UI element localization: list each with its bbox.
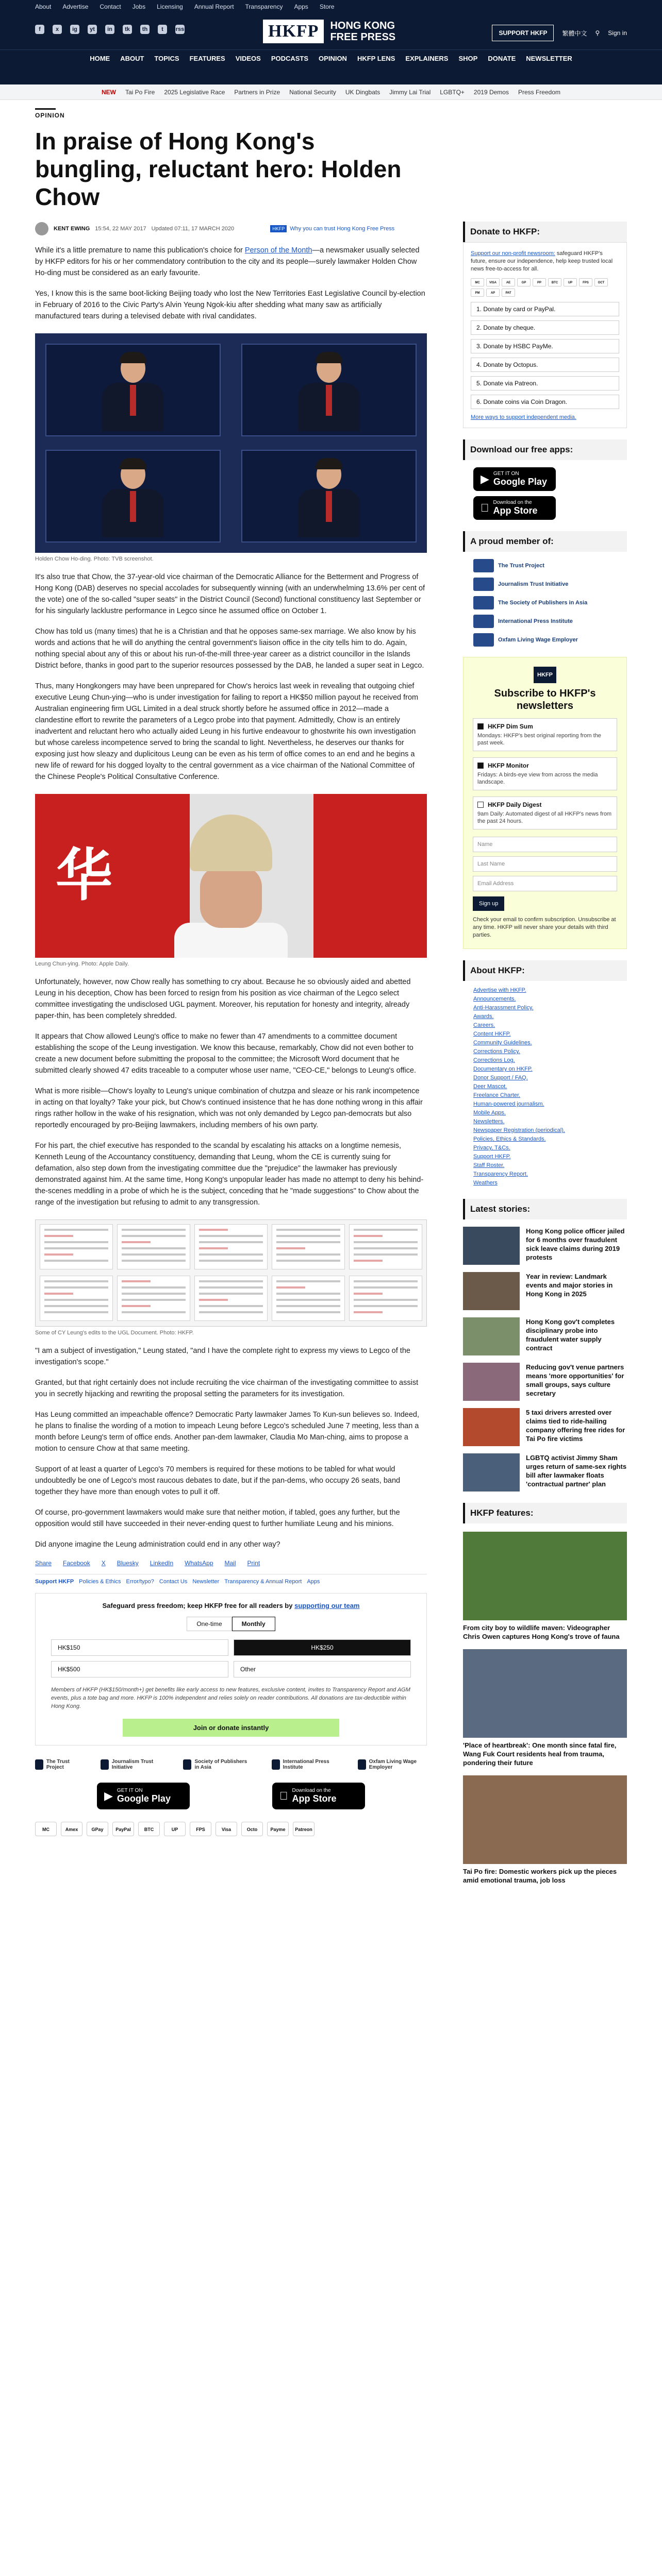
feature-image bbox=[463, 1532, 627, 1620]
story-item[interactable] bbox=[463, 1227, 627, 1265]
paragraph: Chow has told us (many times) that he is a Christian and that he opposes same-sex marriage. We also know by his words and actions that he will do anything the central government's liaison office in the city tells him to do. Again, nothing special about any of this or about his run-of-the-mill three-year career as a district councillor in the Islands District before, thanks in good part to the superior resources possessed by the DAB, he landed a super seat in Legco. bbox=[35, 628, 424, 670]
paragraph: Yes, I know this is the same boot-licking Beijing toady who lost the New Territories East Legislative Council by-election in February of 2016 to the Civic Party's Alvin Yeung Ngok-kiu after shedding what many saw as artificially manufactured tears during a televised debate with rival candidates. bbox=[35, 290, 425, 320]
member-logo[interactable] bbox=[473, 633, 627, 647]
footer-payment-logos bbox=[35, 1822, 427, 1836]
youtube-icon[interactable]: yt bbox=[88, 25, 97, 34]
paragraph: "I am a subject of investigation," Leung stated, "and I have the complete right to express my views to Legco of the investigation's scope." bbox=[35, 1347, 410, 1366]
about-link[interactable]: Newsletters. bbox=[473, 1118, 505, 1125]
about-link[interactable]: Corrections Log. bbox=[473, 1057, 515, 1063]
story-thumbnail bbox=[463, 1363, 520, 1401]
paragraph: Has Leung committed an impeachable offence? Democratic Party lawmaker James To Kun-sun believes so. Indeed, he plans to finalise the wording of a motion to impeach Leung before Legco's scheduled June 7 meeting, less than a month before Leung's term of office ends. Another pan-dem lawmaker, Claudia Mo Man-ching, aims to propose a motion to censure Chow at that same meeting. bbox=[35, 1411, 419, 1453]
features-heading: HKFP features: bbox=[463, 1503, 627, 1523]
support-hkfp-button[interactable]: SUPPORT HKFP bbox=[492, 25, 554, 41]
footer-link[interactable]: Policies & Ethics bbox=[79, 1579, 121, 1585]
top-link[interactable]: About bbox=[35, 3, 52, 10]
newsletter-name: HKFP Monitor bbox=[488, 762, 529, 769]
name-field[interactable]: Name bbox=[473, 837, 617, 852]
why-trust-link[interactable] bbox=[270, 225, 394, 232]
footer-logo[interactable] bbox=[358, 1759, 427, 1770]
donate-method[interactable]: 1. Donate by card or PayPal. bbox=[471, 302, 619, 316]
nav-item[interactable]: DONATE bbox=[488, 55, 516, 62]
member-logo[interactable] bbox=[473, 578, 627, 591]
google-play-button[interactable] bbox=[473, 467, 556, 491]
story-item[interactable] bbox=[463, 1453, 627, 1492]
apple-icon bbox=[279, 1789, 288, 1803]
about-link[interactable]: Community Guidelines. bbox=[473, 1040, 532, 1046]
support-team-link[interactable]: supporting our team bbox=[294, 1602, 360, 1609]
about-link[interactable]: Privacy, T&Cs. bbox=[473, 1145, 510, 1151]
rss-icon[interactable]: rss bbox=[175, 25, 185, 34]
payment-icon: PAT bbox=[502, 289, 515, 297]
paragraph-text: —a newsmaker usually selected by HKFP editors for his or her commendatory contribution to the city and its people—surely lawmaker Holden Chow Ho-ding must be considered as an early favourite. bbox=[35, 246, 420, 277]
story-thumbnail bbox=[463, 1317, 520, 1355]
sopa-icon bbox=[183, 1759, 191, 1770]
story-title[interactable]: Year in review: Landmark events and major stories in Hong Kong in 2025 bbox=[526, 1273, 613, 1298]
story-item[interactable] bbox=[463, 1408, 627, 1446]
amount-option-other[interactable]: Other bbox=[234, 1661, 411, 1677]
article bbox=[35, 108, 427, 1836]
top-link[interactable]: Jobs bbox=[132, 3, 146, 10]
trending-label: NEW bbox=[101, 88, 116, 96]
payment-logo[interactable]: Patreon bbox=[293, 1822, 315, 1836]
nav-item[interactable]: NEWSLETTER bbox=[526, 55, 572, 62]
story-title[interactable]: Hong Kong gov't completes disciplinary probe into fraudulent water supply contract bbox=[526, 1318, 615, 1352]
feature-title[interactable]: Tai Po fire: Domestic workers pick up the pieces amid emotional trauma, job loss bbox=[463, 1868, 617, 1884]
article-headline: In praise of Hong Kong's bungling, reluctant hero: Holden Chow bbox=[35, 128, 402, 210]
top-link[interactable]: Apps bbox=[294, 3, 308, 10]
payment-icon: BTC bbox=[548, 278, 561, 286]
about-link[interactable]: Freelance Charter. bbox=[473, 1092, 521, 1098]
story-title[interactable]: Reducing gov't venue partners means 'more opportunities' for small groups, says culture secretary bbox=[526, 1363, 624, 1397]
amount-option[interactable]: HK$150 bbox=[51, 1639, 228, 1656]
newsletter-option[interactable] bbox=[473, 757, 617, 790]
top-link[interactable]: Store bbox=[319, 3, 335, 10]
google-play-big: Google Play bbox=[493, 477, 547, 487]
newsletter-name: HKFP Dim Sum bbox=[488, 723, 533, 730]
paragraph: Of course, pro-government lawmakers would make sure that neither motion, if tabled, goes any further, but the opposition would still have succeeded in their never-ending quest to further humiliate Leung and his minions. bbox=[35, 1509, 400, 1528]
app-store-big: App Store bbox=[284, 1793, 328, 1804]
apple-icon bbox=[481, 501, 489, 515]
trending-link[interactable]: National Security bbox=[289, 88, 336, 96]
about-heading: About HKFP: bbox=[463, 960, 627, 981]
article-category[interactable]: OPINION bbox=[35, 108, 56, 119]
trending-bar bbox=[0, 84, 662, 100]
top-link[interactable]: Licensing bbox=[157, 3, 183, 10]
feature-title[interactable]: From city boy to wildlife maven: Videographer Chris Owen captures Hong Kong's trove of fauna bbox=[463, 1624, 620, 1640]
feature-image bbox=[463, 1649, 627, 1738]
trending-link[interactable]: 2019 Demos bbox=[473, 88, 509, 96]
share-bluesky[interactable]: Bluesky bbox=[117, 1560, 139, 1567]
email-field[interactable]: Email Address bbox=[473, 876, 617, 891]
instagram-icon[interactable]: ig bbox=[70, 25, 79, 34]
trending-link[interactable]: UK Dingbats bbox=[345, 88, 380, 96]
latest-heading: Latest stories: bbox=[463, 1199, 627, 1219]
checkbox-unchecked[interactable] bbox=[477, 802, 484, 808]
nav-item[interactable]: SHOP bbox=[458, 55, 478, 62]
member-logo[interactable] bbox=[473, 596, 627, 609]
nav-item[interactable]: ABOUT bbox=[120, 55, 144, 62]
photo-backdrop-character: 华 bbox=[56, 844, 112, 907]
story-item[interactable] bbox=[463, 1317, 627, 1355]
nav-item[interactable]: PODCASTS bbox=[271, 55, 309, 62]
payment-logo[interactable]: GPay bbox=[87, 1822, 108, 1836]
paragraph: Granted, but that right certainly does not include recruiting the vice chairman of the investigating committee to assist you in secretly hijacking and rewriting the proposal setting the parameters for its investigation. bbox=[35, 1379, 419, 1398]
telegram-icon[interactable]: t bbox=[158, 25, 167, 34]
payment-icon: MC bbox=[471, 278, 484, 286]
leung-chun-ying-photo bbox=[35, 794, 427, 958]
nonprofit-link[interactable]: Support our non-profit newsroom: bbox=[471, 250, 555, 257]
newsletter-option[interactable] bbox=[473, 718, 617, 751]
story-item[interactable] bbox=[463, 1272, 627, 1310]
nav-item[interactable]: TOPICS bbox=[154, 55, 179, 62]
payment-logo[interactable]: BTC bbox=[138, 1822, 160, 1836]
top-link[interactable]: Annual Report bbox=[194, 3, 234, 10]
trust-icon: HKFP bbox=[270, 225, 287, 232]
jti-icon bbox=[101, 1759, 109, 1770]
newsletter-note: Check your email to confirm subscription. Unsubscribe at any time. HKFP will never share your details with third parties. bbox=[473, 917, 616, 938]
newsletter-option[interactable] bbox=[473, 796, 617, 829]
about-link[interactable]: Careers. bbox=[473, 1022, 495, 1028]
footer-logo[interactable] bbox=[183, 1759, 251, 1770]
ipi-icon bbox=[272, 1759, 280, 1770]
member-logos bbox=[463, 559, 627, 647]
footer-logo[interactable] bbox=[272, 1759, 337, 1770]
logo-text bbox=[330, 20, 395, 43]
google-play-small: GET IT ON bbox=[493, 471, 519, 477]
frequency-monthly[interactable]: Monthly bbox=[232, 1617, 275, 1631]
share-x[interactable]: X bbox=[101, 1560, 106, 1567]
features-list bbox=[463, 1532, 627, 1885]
photo-caption: Holden Chow Ho-ding. Photo: TVB screenshot. bbox=[35, 556, 154, 562]
share-linkedin[interactable]: LinkedIn bbox=[150, 1560, 174, 1567]
trending-link[interactable]: Press Freedom bbox=[518, 88, 560, 96]
footer-link[interactable]: Newsletter bbox=[192, 1579, 220, 1585]
sidebar-app-buttons bbox=[463, 467, 627, 520]
story-title[interactable]: Hong Kong police officer jailed for 6 months over fraudulent sick leave claims during 2019 protests bbox=[526, 1227, 625, 1261]
latest-stories bbox=[463, 1227, 627, 1492]
share-label[interactable]: Share bbox=[35, 1560, 52, 1567]
newsletter-title: Subscribe to HKFP's newsletters bbox=[494, 688, 596, 711]
trending-link[interactable]: 2025 Legislative Race bbox=[164, 88, 225, 96]
trending-link[interactable]: Partners in Prize bbox=[234, 88, 280, 96]
about-link[interactable]: Policies, Ethics & Standards. bbox=[473, 1136, 546, 1142]
member-label: The Society of Publishers in Asia bbox=[498, 600, 588, 606]
footer-logo-label: Oxfam Living Wage Employer bbox=[369, 1759, 417, 1770]
photo-caption: Some of CY Leung's edits to the UGL Document. Photo: HKFP. bbox=[35, 1330, 194, 1336]
main-nav bbox=[0, 49, 662, 67]
share-whatsapp[interactable]: WhatsApp bbox=[185, 1560, 213, 1567]
photo-caption: Leung Chun-ying. Photo: Apple Daily. bbox=[35, 961, 129, 967]
feature-item[interactable] bbox=[463, 1775, 627, 1885]
site-header bbox=[0, 0, 662, 84]
about-link[interactable]: Documentary on HKFP. bbox=[473, 1066, 533, 1072]
oxfam-icon bbox=[358, 1759, 366, 1770]
holden-chow-photo bbox=[35, 333, 427, 553]
app-store-button[interactable] bbox=[272, 1783, 365, 1809]
about-link[interactable]: Transparency Report. bbox=[473, 1171, 528, 1177]
chinese-link[interactable]: 繁體中文 bbox=[562, 29, 587, 37]
google-play-button[interactable] bbox=[97, 1783, 190, 1809]
payment-logo[interactable]: MC bbox=[35, 1822, 57, 1836]
top-links bbox=[35, 3, 335, 10]
sopa-icon bbox=[473, 596, 494, 609]
about-link[interactable]: Announcements. bbox=[473, 996, 516, 1002]
newsletter-desc: Mondays: HKFP's best original reporting from the past week. bbox=[477, 733, 601, 746]
about-link[interactable]: Content HKFP. bbox=[473, 1031, 511, 1037]
oxfam-icon bbox=[473, 633, 494, 647]
newsletter-name: HKFP Daily Digest bbox=[488, 801, 542, 808]
footer-member-logos bbox=[35, 1759, 427, 1770]
nav-item[interactable]: FEATURES bbox=[189, 55, 225, 62]
newsletter-badge: HKFP bbox=[534, 667, 556, 683]
payment-icon: GP bbox=[517, 278, 531, 286]
donate-method[interactable]: 2. Donate by cheque. bbox=[471, 320, 619, 335]
about-link[interactable]: Weathers bbox=[473, 1180, 498, 1186]
donate-method[interactable]: 5. Donate via Patreon. bbox=[471, 376, 619, 391]
share-mail[interactable]: Mail bbox=[224, 1560, 236, 1567]
about-link[interactable]: Support HKFP. bbox=[473, 1154, 511, 1160]
payment-icon: PM bbox=[471, 289, 484, 297]
donation-amounts bbox=[51, 1639, 411, 1677]
feature-image bbox=[463, 1775, 627, 1864]
about-links bbox=[463, 986, 627, 1188]
sidebar bbox=[463, 222, 627, 1885]
member-logo[interactable] bbox=[473, 615, 627, 628]
footer-logo[interactable] bbox=[101, 1759, 163, 1770]
footer-logo-label: International Press Institute bbox=[283, 1759, 329, 1770]
frequency-one-time[interactable]: One-time bbox=[187, 1617, 231, 1631]
trending-link[interactable]: Jimmy Lai Trial bbox=[389, 88, 431, 96]
nav-item[interactable]: EXPLAINERS bbox=[405, 55, 449, 62]
story-thumbnail bbox=[463, 1453, 520, 1492]
share-facebook[interactable]: Facebook bbox=[63, 1560, 90, 1567]
social-icons bbox=[35, 25, 185, 34]
paragraph: For his part, the chief executive has responded to the scandal by escalating his attacks on a longtime nemesis, Kenneth Leung of the Accountancy constituency, demanding that Leung, whom the CE is currently suing for defamation, also step down from the investigating committee due the "prejudice" the lawmaker has previously demonstrated against him. At the same time, Hong Kong's unpopular leader has made no attempt to deny his behind-the-scenes meddling in a probe of which he is the subject, conceding that he "made suggestions" to Chow about the range of the investigation but refusing to admit to any transgression. bbox=[35, 1142, 424, 1207]
feature-title[interactable]: 'Place of heartbreak': One month since fatal fire, Wang Fuk Court residents heal from trauma, pondering their future bbox=[463, 1741, 617, 1767]
about-link[interactable]: Mobile Apps. bbox=[473, 1110, 506, 1116]
amount-option-selected[interactable]: HK$250 bbox=[234, 1639, 411, 1656]
footer-link[interactable]: Apps bbox=[307, 1579, 320, 1585]
about-link[interactable]: Advertise with HKFP. bbox=[473, 987, 526, 993]
footer-app-buttons bbox=[35, 1783, 427, 1809]
trending-link[interactable]: LGBTQ+ bbox=[440, 88, 465, 96]
donate-box-title bbox=[51, 1602, 411, 1609]
updated-date: Updated 07:11, 17 MARCH 2020 bbox=[151, 226, 235, 232]
about-link[interactable]: Staff Roster. bbox=[473, 1162, 505, 1168]
payment-icon: OCT bbox=[594, 278, 608, 286]
amount-option[interactable]: HK$500 bbox=[51, 1661, 228, 1677]
payment-icon: PP bbox=[533, 278, 546, 286]
more-ways-link[interactable]: More ways to support independent media. bbox=[471, 414, 576, 420]
donate-text bbox=[471, 250, 619, 273]
footer-logo-label: Journalism Trust Initiative bbox=[111, 1759, 154, 1770]
about-link[interactable]: Donor Support / FAQ. bbox=[473, 1075, 528, 1081]
donation-note: Members of HKFP (HK$150/month+) get benefits like early access to new features, exclusive content, invites to Transparency Report and AGM events, plus a tote bag and more. HKFP is 100% independent and relies solely on reader contributions. All donations are tax-deductible within Hong Kong. bbox=[51, 1687, 410, 1709]
threads-icon[interactable]: th bbox=[140, 25, 150, 34]
footer-link[interactable]: Error/typo? bbox=[126, 1579, 154, 1585]
author-avatar bbox=[35, 222, 48, 235]
publish-date: 15:54, 22 MAY 2017 bbox=[95, 226, 146, 232]
logo-line-1: HONG KONG bbox=[330, 20, 395, 31]
byline bbox=[35, 222, 427, 235]
footer-logo-label: The Trust Project bbox=[46, 1759, 70, 1770]
google-play-big: Google Play bbox=[117, 1793, 171, 1804]
about-link[interactable]: Anti-Harassment Policy. bbox=[473, 1005, 534, 1011]
payment-logo[interactable]: Octo bbox=[241, 1822, 263, 1836]
newsletter-signup bbox=[463, 657, 627, 949]
checkbox-checked[interactable] bbox=[477, 762, 484, 769]
nav-item[interactable]: VIDEOS bbox=[235, 55, 261, 62]
donate-box-title-text: Safeguard press freedom; keep HKFP free for all readers by bbox=[102, 1602, 295, 1609]
payment-logo[interactable]: Visa bbox=[216, 1822, 237, 1836]
donate-text-body: safeguard HKFP's future, ensure our independence, help keep trusted local news free-to-access for all. bbox=[471, 250, 613, 272]
top-link[interactable]: Advertise bbox=[62, 3, 89, 10]
payment-logo[interactable]: Amex bbox=[61, 1822, 82, 1836]
ipi-icon bbox=[473, 615, 494, 628]
paragraph: It appears that Chow allowed Leung's office to make no fewer than 47 amendments to a committee document establishing the scope of the Leung investigation. We know this because, remarkably, Chow did not even bother to create a new document before submitting the proposal to the committee; the Microsoft Word document that he submitted clearly showed 47 edits traceable to a computer whose user name, "CEO-CE," belongs to Leung's office. bbox=[35, 1032, 416, 1075]
footer-link[interactable]: Contact Us bbox=[159, 1579, 188, 1585]
article-footer-links bbox=[35, 1574, 427, 1585]
donation-frequency bbox=[51, 1617, 411, 1631]
share-bar bbox=[35, 1560, 427, 1567]
facebook-icon[interactable]: f bbox=[35, 25, 44, 34]
paragraph-text: While it's a little premature to name this publication's choice for bbox=[35, 246, 245, 255]
story-title[interactable]: LGBTQ activist Jimmy Sham urges return of same-sex rights bill after lawmaker floats 'contractual partner' plan bbox=[526, 1454, 627, 1488]
share-print[interactable]: Print bbox=[247, 1560, 260, 1567]
donate-methods bbox=[471, 302, 619, 409]
trending-link[interactable]: Tai Po Fire bbox=[125, 88, 155, 96]
top-link[interactable]: Transparency bbox=[245, 3, 283, 10]
donate-payment-icons bbox=[471, 278, 619, 297]
payment-icon: AE bbox=[502, 278, 515, 286]
nav-item[interactable]: HOME bbox=[90, 55, 110, 62]
ugl-document-edits-photo bbox=[35, 1219, 427, 1327]
footer-logo[interactable] bbox=[35, 1759, 80, 1770]
newsletter-desc: 9am Daily: Automated digest of all HKFP's news from the past 24 hours. bbox=[477, 811, 612, 824]
top-link[interactable]: Contact bbox=[100, 3, 121, 10]
about-link[interactable]: Newspaper Registration (periodical). bbox=[473, 1127, 565, 1133]
logo-box: HKFP bbox=[263, 20, 324, 43]
why-trust-label: Why you can trust Hong Kong Free Press bbox=[290, 226, 395, 232]
payment-logo[interactable]: PayPal bbox=[112, 1822, 134, 1836]
story-title[interactable]: 5 taxi drivers arrested over claims tied to ride-hailing company offering free rides for Tai Po fire victims bbox=[526, 1409, 625, 1443]
paragraph: Support of at least a quarter of Legco's 70 members is required for these motions to be tabled for what would undoubtedly be one of Legco's most raucous debates to date, but if the pan-dems, who occupy 26 seats, band together they have more than enough votes to pull it off. bbox=[35, 1465, 401, 1496]
paragraph: Did anyone imagine the Leung administration could end in any other way? bbox=[35, 1540, 280, 1549]
payment-logo[interactable]: FPS bbox=[190, 1822, 211, 1836]
nav-item[interactable]: OPINION bbox=[319, 55, 347, 62]
x-icon[interactable]: x bbox=[53, 25, 62, 34]
person-of-month-link[interactable]: Person of the Month bbox=[244, 246, 312, 255]
linkedin-icon[interactable]: in bbox=[105, 25, 114, 34]
last-name-field[interactable]: Last Name bbox=[473, 856, 617, 872]
donate-heading: Donate to HKFP: bbox=[463, 222, 627, 242]
about-link[interactable]: Deer Mascot. bbox=[473, 1083, 507, 1090]
member-label: The Trust Project bbox=[498, 563, 544, 569]
checkbox-checked[interactable] bbox=[477, 723, 484, 730]
story-thumbnail bbox=[463, 1227, 520, 1265]
tiktok-icon[interactable]: tk bbox=[123, 25, 132, 34]
member-label: Journalism Trust Initiative bbox=[498, 581, 569, 587]
jti-icon bbox=[473, 578, 494, 591]
join-donate-button[interactable]: Join or donate instantly bbox=[123, 1719, 339, 1737]
author-name[interactable]: KENT EWING bbox=[54, 226, 90, 232]
donate-method[interactable]: 6. Donate coins via Coin Dragon. bbox=[471, 395, 619, 409]
paragraph: Thus, many Hongkongers may have been unprepared for Chow's heroics last week in revealing that outgoing chief executive Leung Chun-ying—who is under investigation for failing to report a HK$50 million payout he received from Australian engineering firm UGL Limited in a deal struck shortly before he assumed office in 2012—made a clandestine effort to rewrite the parameters of a Legco probe into that payment. Admittedly, Chow is an entirely inadvertent and reluctant hero who actually aided Leung in his furtive endeavour to ghostwrite his own investigation but whose careless incompetence served to bring the scandal to light. Nevertheless, he deserves our thanks for exposing just how sleazy and duplicitous Leung can be even as his term of office comes to an end and he begins a new life of reward for his dogged loyalty to the central government as a vice chairman of the National Committee of the Chinese People's Political Consultative Conference. bbox=[35, 682, 419, 781]
member-label: International Press Institute bbox=[498, 618, 573, 624]
payment-icon: VISA bbox=[486, 278, 500, 286]
trust-project-icon bbox=[35, 1759, 43, 1770]
google-play-small: GET IT ON bbox=[117, 1788, 143, 1793]
about-link[interactable]: Awards. bbox=[473, 1013, 494, 1020]
payment-icon: UP bbox=[564, 278, 577, 286]
newsletter-desc: Fridays: A birds-eye view from across the media landscape. bbox=[477, 772, 598, 785]
donate-method[interactable]: 3. Donate by HSBC PayMe. bbox=[471, 339, 619, 353]
story-item[interactable] bbox=[463, 1363, 627, 1401]
payment-icon: AP bbox=[486, 289, 500, 297]
header-right bbox=[492, 25, 627, 41]
donate-widget bbox=[463, 242, 627, 428]
footer-logo-label: Society of Publishers in Asia bbox=[194, 1759, 247, 1770]
paragraph bbox=[35, 245, 427, 279]
story-thumbnail bbox=[463, 1408, 520, 1446]
story-thumbnail bbox=[463, 1272, 520, 1310]
google-play-icon: ▶ bbox=[481, 472, 489, 485]
payment-icon: FPS bbox=[579, 278, 592, 286]
paragraph: What is more risible—Chow's loyalty to Leung's unique combination of chutzpa and sleaze or his rank incompetence in acting on that loyalty? Take your pick, but Chow's continued insistence that he has done nothing wrong in this affair rings rather hollow in the wake of his resignation, which was not only demanded by Legco pan-democrats but also reportedly encouraged by pro-Beijing lawmakers, including members of his own party. bbox=[35, 1087, 423, 1129]
member-heading: A proud member of: bbox=[463, 531, 627, 552]
app-store-small: Download on the bbox=[284, 1788, 323, 1793]
member-logo[interactable] bbox=[473, 559, 627, 572]
member-label: Oxfam Living Wage Employer bbox=[498, 637, 578, 643]
footer-link[interactable]: Transparency & Annual Report bbox=[224, 1579, 302, 1585]
payment-logo[interactable]: Payme bbox=[267, 1822, 289, 1836]
app-store-button[interactable] bbox=[473, 496, 556, 520]
about-link[interactable]: Corrections Policy. bbox=[473, 1048, 520, 1055]
trust-project-icon bbox=[473, 559, 494, 572]
google-play-icon: ▶ bbox=[104, 1789, 113, 1802]
logo-line-2: FREE PRESS bbox=[330, 31, 396, 43]
apps-heading: Download our free apps: bbox=[463, 439, 627, 460]
paragraph: Unfortunately, however, now Chow really has something to cry about. Because he so obviously aided and abetted Leung in his deception, Chow has been forced to resign from his position as vice chairman of the Legco select committee investigating the undisclosed UGL payment. Moreover, his reputation for honesty and integrity, already paper-thin, has been completely shredded. bbox=[35, 978, 411, 1020]
sign-up-button[interactable]: Sign up bbox=[473, 896, 504, 911]
donate-method[interactable]: 4. Donate by Octopus. bbox=[471, 358, 619, 372]
site-logo[interactable] bbox=[263, 20, 395, 43]
about-link[interactable]: Human-powered journalism. bbox=[473, 1101, 544, 1107]
app-store-small: Download on the bbox=[485, 500, 524, 505]
payment-logo[interactable]: UP bbox=[164, 1822, 186, 1836]
search-icon[interactable]: ⚲ bbox=[595, 29, 600, 37]
sign-in-link[interactable]: Sign in bbox=[608, 29, 627, 37]
app-store-big: App Store bbox=[485, 505, 529, 516]
feature-item[interactable] bbox=[463, 1649, 627, 1767]
feature-item[interactable] bbox=[463, 1532, 627, 1641]
nav-item[interactable]: HKFP LENS bbox=[357, 55, 395, 62]
paragraph: It's also true that Chow, the 37-year-old vice chairman of the Democratic Alliance for the Betterment and Progress of Hong Kong (DAB) deserves no special accolades for subsequently winning (with an underwhelming 13.6% per cent of the vote) one of the so-called "super seats" in the District Council (Second) functional constituency last September or for his singularly lacklustre performance in Legco since he assumed office on October 1. bbox=[35, 573, 425, 615]
support-hkfp-link[interactable]: Support HKFP bbox=[35, 1579, 74, 1585]
donate-box bbox=[35, 1593, 427, 1745]
